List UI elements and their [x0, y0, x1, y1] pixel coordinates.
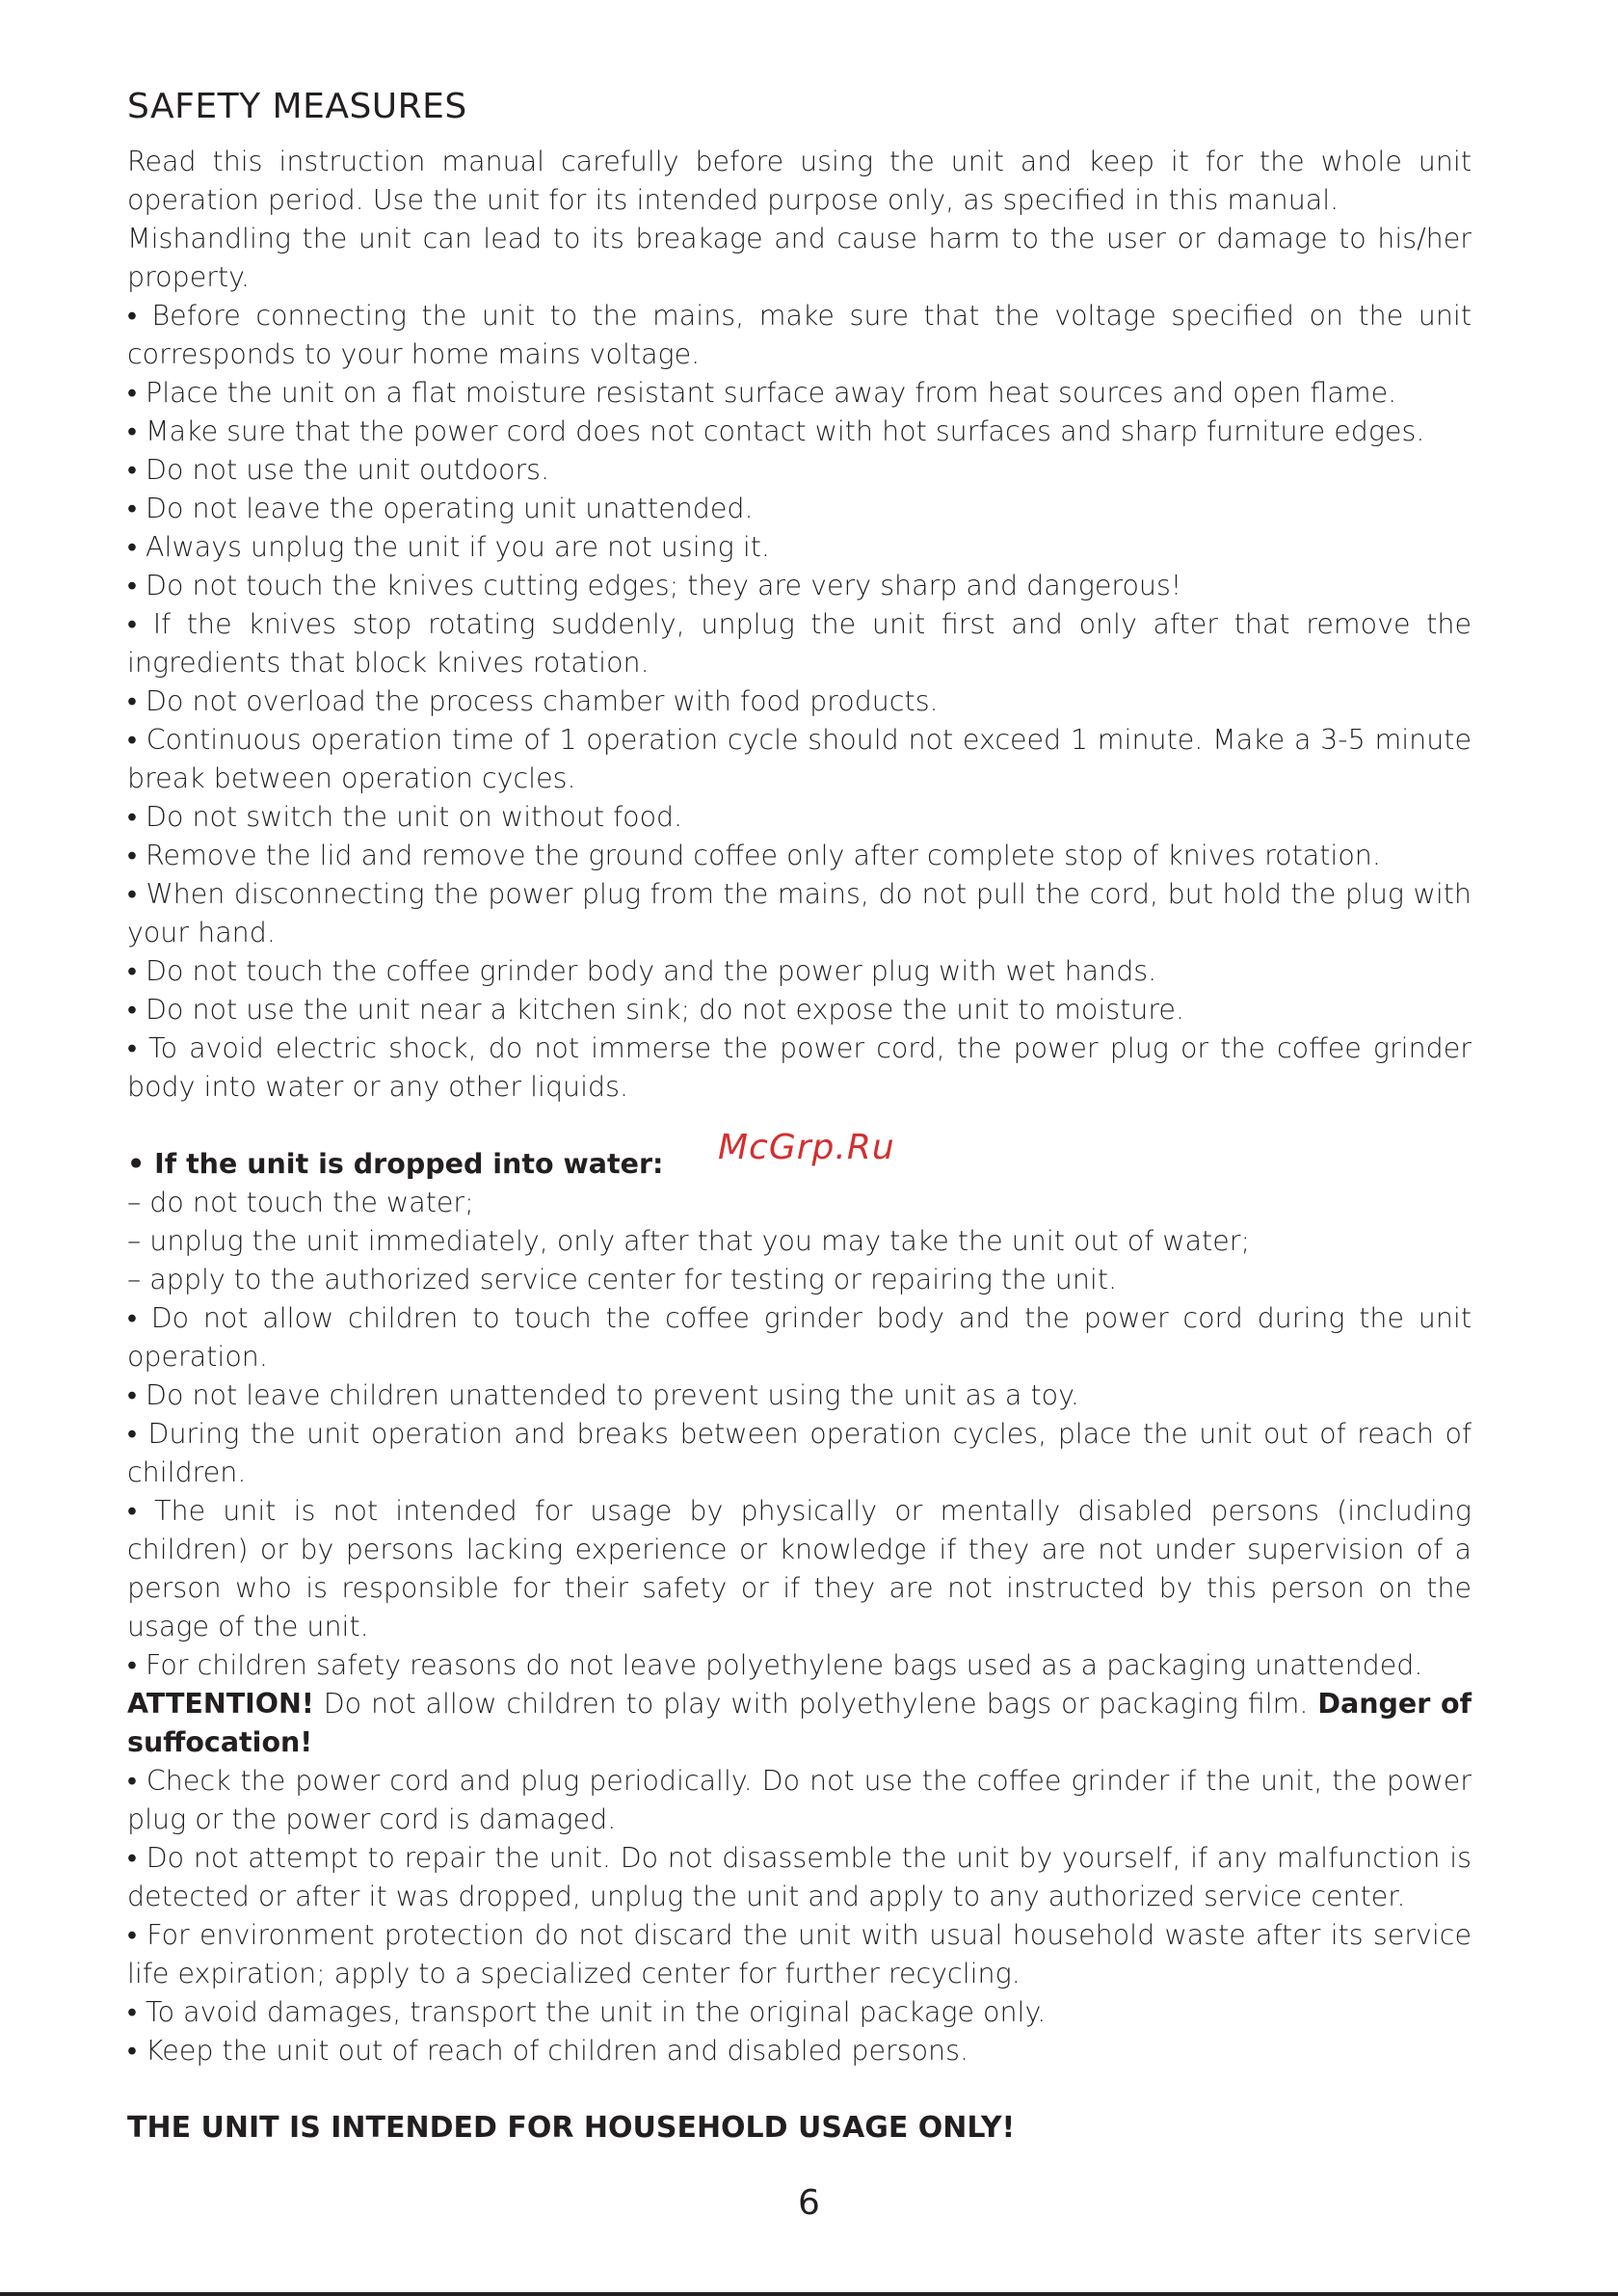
- safety-paragraph: • Do not leave children unattended to prevent using the unit as a toy.: [127, 1379, 1079, 1411]
- bottom-rule: [0, 2292, 1618, 2296]
- safety-paragraph: – do not touch the water;: [127, 1187, 474, 1218]
- paragraph-group-children: [127, 1184, 1472, 1685]
- safety-paragraph: • Do not use the unit near a kitchen sink; do not expose the unit to moisture.: [127, 994, 1185, 1026]
- safety-paragraph: • When disconnecting the power plug from the mains, do not pull the cord, but hold the plug with your hand.: [127, 878, 1472, 948]
- safety-paragraph: • Keep the unit out of reach of children and disabled persons.: [127, 2035, 969, 2067]
- safety-paragraph: • Place the unit on a flat moisture resistant surface away from heat sources and open flame.: [127, 377, 1397, 409]
- paragraph-group-maintenance: [127, 1762, 1472, 2070]
- safety-paragraph: • Do not leave the operating unit unattended.: [127, 493, 754, 524]
- safety-paragraph: • Do not attempt to repair the unit. Do not disassemble the unit by yourself, if any malfunction is detected or after it was dropped, unplug the unit and apply to any authorized service center.: [127, 1842, 1472, 1912]
- safety-paragraph: • Make sure that the power cord does not contact with hot surfaces and sharp furniture edges.: [127, 415, 1425, 447]
- safety-paragraph: • Do not touch the coffee grinder body and the power plug with wet hands.: [127, 955, 1157, 987]
- page-title: SAFETY MEASURES: [127, 87, 467, 126]
- safety-paragraph: • Check the power cord and plug periodically. Do not use the coffee grinder if the unit, the power plug or the power cord is damaged.: [127, 1765, 1472, 1835]
- page-number: 6: [798, 2183, 820, 2223]
- safety-paragraph: • To avoid electric shock, do not immerse the power cord, the power plug or the coffee grinder body into water or any other liquids.: [127, 1032, 1472, 1103]
- safety-paragraph: • Do not touch the knives cutting edges; they are very sharp and dangerous!: [127, 570, 1182, 601]
- safety-paragraph: • Remove the lid and remove the ground coffee only after complete stop of knives rotation.: [127, 840, 1381, 871]
- safety-paragraph: • During the unit operation and breaks between operation cycles, place the unit out of reach of children.: [127, 1418, 1472, 1488]
- watermark-logo: McGrp.Ru: [718, 1128, 895, 1167]
- safety-paragraph: • Continuous operation time of 1 operation cycle should not exceed 1 minute. Make a 3-5 minute break between operation cycles.: [127, 724, 1472, 794]
- safety-paragraph: • Do not use the unit outdoors.: [127, 454, 550, 486]
- document-page: [127, 85, 1472, 2148]
- safety-paragraph: – unplug the unit immediately, only after that you may take the unit out of water;: [127, 1225, 1251, 1257]
- household-usage-note: THE UNIT IS INTENDED FOR HOUSEHOLD USAGE ONLY!: [127, 2111, 1016, 2145]
- safety-paragraph: – apply to the authorized service center for testing or repairing the unit.: [127, 1264, 1118, 1295]
- safety-paragraph: • The unit is not intended for usage by physically or mentally disabled persons (including children) or by persons lacking experience or knowledge if they are not under supervision of a person who is responsible for their safety or if they are not instructed by this person on the usage of the unit.: [127, 1495, 1472, 1642]
- danger-text: Danger of suffocation!: [127, 1688, 1472, 1758]
- attention-label: ATTENTION!: [127, 1688, 314, 1720]
- safety-paragraph: Mishandling the unit can lead to its breakage and cause harm to the user or damage to his/her property.: [127, 223, 1472, 293]
- attention-paragraph: [127, 1685, 1472, 1762]
- safety-paragraph: • For environment protection do not discard the unit with usual household waste after its service life expiration; apply to a specialized center for further recycling.: [127, 1919, 1472, 1989]
- spacer: [127, 2070, 1472, 2109]
- dropped-into-water-heading: • If the unit is dropped into water:: [127, 1148, 664, 1180]
- safety-paragraph: • Do not allow children to touch the coffee grinder body and the power cord during the unit operation.: [127, 1302, 1472, 1373]
- safety-paragraph: • Always unplug the unit if you are not using it.: [127, 531, 770, 563]
- paragraph-group-general: [127, 143, 1472, 1107]
- safety-paragraph: Read this instruction manual carefully before using the unit and keep it for the whole unit operation period. Use the unit for its intended purpose only, as specified in this manual.: [127, 146, 1472, 216]
- safety-paragraph: • To avoid damages, transport the unit in the original package only.: [127, 1996, 1047, 2028]
- safety-paragraph: • If the knives stop rotating suddenly, unplug the unit first and only after that remove the ingredients that block knives rotation.: [127, 608, 1472, 679]
- attention-text: Do not allow children to play with polyethylene bags or packaging film.: [313, 1688, 1318, 1720]
- safety-paragraph: • Do not switch the unit on without food.: [127, 801, 683, 833]
- safety-paragraph: • Before connecting the unit to the mains, make sure that the voltage specified on the unit corresponds to your home mains voltage.: [127, 300, 1472, 370]
- safety-paragraph: • For children safety reasons do not leave polyethylene bags used as a packaging unattended.: [127, 1649, 1423, 1681]
- safety-paragraph: • Do not overload the process chamber with food products.: [127, 685, 939, 717]
